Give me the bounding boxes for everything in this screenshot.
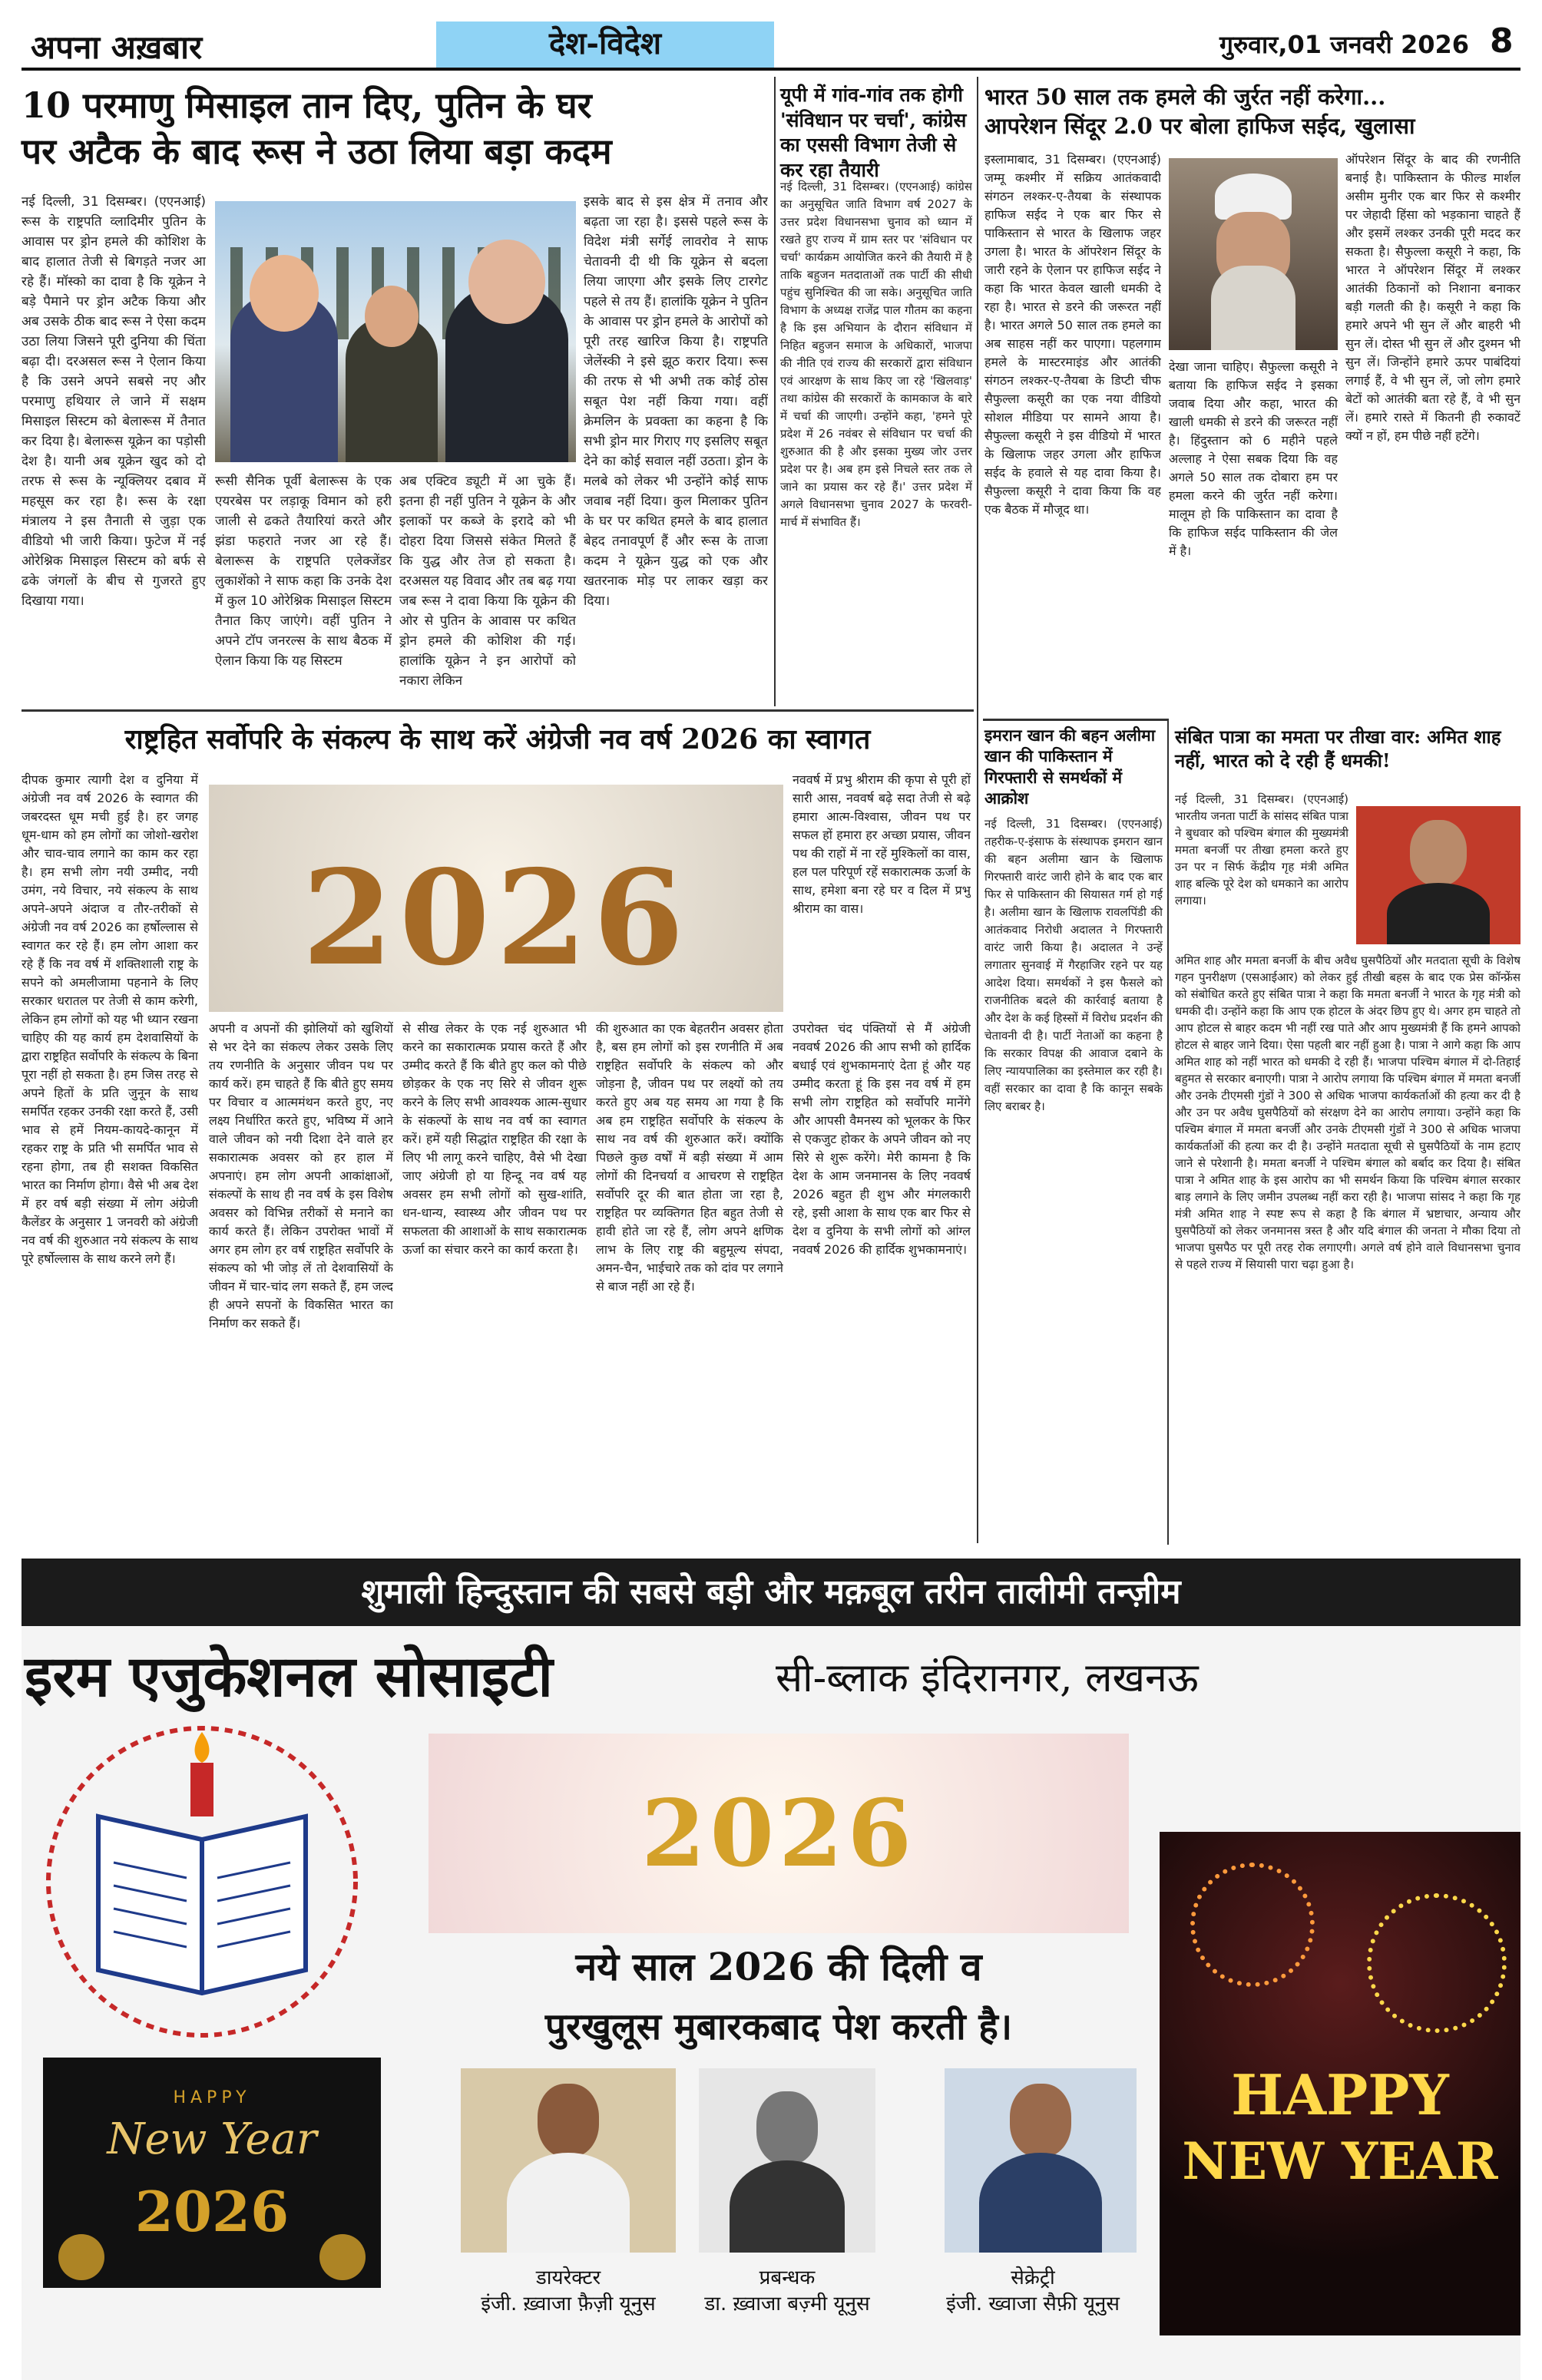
column-divider: [977, 77, 978, 1543]
person-caption-secretary: [906, 2265, 1160, 2317]
story3-photo: [1169, 158, 1338, 350]
new-year-card-left: [43, 2058, 381, 2288]
ad-greeting-line1: नये साल 2026 की दिली व: [575, 1944, 982, 1989]
person-name: इंजी. ख़्वाजा फ़ैज़ी यूनुस: [481, 2292, 656, 2316]
person-photo-director: [461, 2068, 676, 2253]
story1-headline: [22, 83, 766, 175]
person-caption-manager: [660, 2265, 914, 2317]
jacket-shape: [979, 2153, 1102, 2253]
section-rule: [22, 709, 974, 712]
story1-col1: नई दिल्ली, 31 दिसम्बर। (एएनआई) रूस के राष्ट्रपति व्लादिमीर पुतिन के आवास पर ड्रोन हमले की कोशिश के बाद हालात तेजी से बिगड़ते नजर आ रहे हैं। मॉस्को का दावा है कि यूक्रेन ने बड़े पैमाने पर ड्रोन अटैक किया और अब उसके ठीक बाद रूस ने ऐसा कदम उठा लिया जिसने पूरी दुनिया की चिंता बढ़ा दी। दरअसल रूस ने ऐलान किया है कि उसने अपने सबसे नए और परमाणु हथियार ले जाने में सक्षम मिसाइल सिस्टम को बेलारूस में तैनात कर दिया है। बेलारूस यूक्रेन का पड़ोसी देश है। यानी अब यूक्रेन खुद को दो तरफ से रूस के न्यूक्लियर दबाव में महसूस कर रहा है। रूस के रक्षा मंत्रालय ने इस तैनाती से जुड़ा एक वीडियो भी जारी किया। फुटेज में नई ओरेश्निक मिसाइल सिस्टम को बर्फ से ढके जंगलों के बीच से गुजरते हुए दिखाया गया।: [22, 194, 206, 609]
story3-col2: देखा जाना चाहिए। सैफुल्ला कसूरी ने बताया कि हाफिज सईद ने इसका जवाब दिया और कहा, भारत की खाली धमकी से डरने की जरूरत नहीं है। हिंदुस्तान को 6 महीने पहले अल्लाह ने ऐसा सबक दिया कि वह अगले 50 साल तक दोबारा हम पर हमला करने की जुर्रत नहीं करेगा। मालूम हो कि पाकिस्तान का दावा है कि हाफिज सईद पाकिस्तान की जेल में है।: [1169, 359, 1338, 558]
person-role: डायरेक्टर: [535, 2266, 601, 2289]
card-new-year-text: New Year: [107, 2114, 317, 2164]
story2-body: नई दिल्ली, 31 दिसम्बर। (एएनआई) कांग्रेस का अनुसूचित जाति विभाग वर्ष 2027 के उत्तर प्रदेश विधानसभा चुनाव को ध्यान में रखते हुए राज्य में ग्राम स्तर पर 'संविधान पर चर्चा' कार्यक्रम आयोजित करने की तैयारी में है ताकि बहुजन मतदाताओं तक पार्टी की सीधी पहुंच सुनिश्चित की जा सके। अनुसूचित जाति विभाग के अध्यक्ष राजेंद्र पाल गौतम का कहना है कि इस अभियान के दौरान संविधान में निहित बहुजन समाज के अधिकारों, भाजपा की नीति एवं राज्य की सरकारों द्वारा संविधान एवं आरक्षण के साथ किए जा रहे 'खिलवाड़' तथा कांग्रेस की सरकारों के कामकाज के बारे में चर्चा की जाएगी। उन्होंने कहा, 'हमने पूरे प्रदेश में 26 नवंबर से संविधान पर चर्चा की शुरुआत की है और इसका मुख्य जोर उत्तर प्रदेश पर है। अब हम इसे निचले स्तर तक ले जाने का प्रयास कर रहे हैं।' उत्तर प्रदेश में अगले विधानसभा चुनाव 2027 के फरवरी-मार्च में संभावित हैं।: [780, 180, 972, 529]
story6-col-c: से सीख लेकर के एक नई शुरुआत भी करने का सकारात्मक प्रयास करते हैं और उम्मीद करते हैं कि बीते हुए कल को पीछे छोड़कर के एक नए सिरे से जीवन शुरू करने के लिए सभी आवश्यक आत्म-सुधार के संकल्पों के साथ नव वर्ष का स्वागत करें। हमें यही सिद्धांत राष्ट्रहित की रक्षा के लिए भी लागू करने चाहिए, वैसे भी देखा जाए अंग्रेजी हो या हिन्दू नव वर्ष यह अवसर हम सभी लोगों को सुख-शांति, धन-धान्य, स्वास्थ्य और जीवन पथ पर सफलता की आशाओं के साथ सकारात्मक ऊर्जा का संचार करने का कार्य करता है।: [402, 1021, 587, 1257]
book-logo-icon: [37, 1717, 367, 2047]
leader-face: [365, 286, 419, 347]
person-name: डा. ख़्वाजा बज़्मी यूनुस: [704, 2292, 870, 2316]
ad-banner: शुमाली हिन्दुस्तान की सबसे बड़ी और मक़बूल तरीन तालीमी तन्ज़ीम: [22, 1559, 1520, 1626]
gold-2026-text: 2026: [641, 1780, 916, 1888]
section-rule: [983, 719, 1167, 721]
firework-shape: [1367, 1893, 1507, 2033]
jacket-shape: [730, 2160, 845, 2253]
story2-headline: यूपी में गांव-गांव तक होगी 'संविधान पर चर्चा', कांग्रेस का एससी विभाग तेजी से कर रहा तैयारी: [780, 84, 967, 181]
story6-col-a: दीपक कुमार त्यागी देश व दुनिया में अंग्रेजी नव वर्ष 2026 के स्वागत की जबरदस्त धूम मची हुई है। हर जगह धूम-धाम को हम लोगों का जोशो-खरोश और चाव-चाव लगाने का काम कर रहा है। हम सभी लोग नयी उम्मीद, नयी उमंग, नये विचार, नये संकल्प के साथ अपने-अपने अंदाज व तौर-तरीकों से अंग्रेजी नव वर्ष 2026 का हर्षोल्लास से स्वागत कर रहे हैं। हम लोग आशा कर रहे हैं कि नव वर्ष में शक्तिशाली राष्ट्र के सपने को अमलीजामा पहनाने के लिए सरकार धरातल पर तेजी से काम करेगी, लेकिन हम लोगों को यह भी ध्यान रखना चाहिए की यह कार्य हम देशवासियों के द्वारा राष्ट्रहित सर्वोपरि के संकल्प के बिना पूरा नहीं हो सकता है। हम जिस तरह से अपने हितों के प्रति जुनून के साथ समर्पित रहकर उनकी रक्षा करते हैं, उसी भाव से हमें नियम-कायदे-कानून में रहकर राष्ट्र के प्रति भी समर्पित भाव से रहना होगा, तब ही सशक्त विकसित भारत का निर्माण होगा। वैसे भी अब देश में हर वर्ष बड़ी संख्या में लोग अंग्रेजी कैलेंडर के अनुसार 1 जनवरी को अंग्रेजी नव वर्ष की शुरुआत नये संकल्प के साथ पूरे हर्षोल्लास के साथ करने लगे हैं।: [22, 772, 198, 1266]
story5-body: अमित शाह और ममता बनर्जी के बीच अवैध घुसपैठियों और मतदाता सूची के विशेष गहन पुनरीक्षण (एसआईआर) को लेकर हुई तीखी बहस के बाद एक प्रेस कॉन्फ्रेंस को संबोधित करते हुए संबित पात्रा ने कहा कि ममता बनर्जी ने भारत के गृह मंत्री को धमकी दी। उन्होंने कहा कि आप एक होटल के अंदर छिप हुए थे। अगर हम चाहते तो आप होटल से बाहर कदम भी नहीं रख पाते और आप मुख्यमंत्री हैं कि हमने आपको होटल से बाहर जाने दिया। ऐसा पहली बार नहीं हुआ है। पात्रा ने आगे कहा कि आप अमित शाह को नहीं भारत को धमकी दे रही हैं। भाजपा पश्चिम बंगाल में दो-तिहाई बहुमत से सरकार बनाएगी। पात्रा ने आरोप लगाया कि पश्चिम बंगाल में ममता बनर्जी और उनके टीएमसी गुंडों ने 300 से अधिक भाजपा कार्यकर्ताओं की हत्या कर दी है और उन पर अवैध घुसपैठियों को संरक्षण देने का आरोप लगाया। उन्होंने कहा कि पश्चिम बंगाल में ममता बनर्जी और उनके टीएमसी गुंडों ने 300 से अधिक भाजपा कार्यकर्ताओं की हत्या कर दी है। उन्होंने मतदाता सूची से घुसपैठियों के नाम हटाए जाने से परेशानी है। ममता बनर्जी ने पश्चिम बंगाल को बर्बाद कर दिया है। संबित पात्रा ने अमित शाह के इस आरोप का भी समर्थन किया कि पश्चिम बंगाल सरकार बाड़ लगाने के लिए जमीन उपलब्ध नहीं करा रही है। भाजपा सांसद ने कहा कि गृह मंत्री अमित शाह ने स्पष्ट रूप से कहा है कि बंगाल में भ्रष्टाचार, अन्याय और घुसपैठियों को लेकर जनमानस त्रस्त है और यदि बंगाल की जनता ने मौका दिया तो भाजपा घुसपैठ पर पूरी तरह रोक लगाएगी। अगले वर्ष होने वाले विधानसभा चुनाव से पहले राज्य में सियासी पारा चढ़ा हुआ है।: [1175, 954, 1520, 1271]
paper-name: अपना अख़बार: [31, 28, 203, 66]
card-happy-text: HAPPY: [173, 2088, 251, 2107]
leader-face: [468, 240, 545, 324]
person-role: प्रबन्धक: [759, 2266, 816, 2289]
new-year-card-right: [1160, 1832, 1520, 2335]
face-shape: [756, 2091, 818, 2165]
face-shape: [1010, 2084, 1071, 2157]
story5-intro: नई दिल्ली, 31 दिसम्बर। (एएनआई) भारतीय जनता पार्टी के सांसद संबित पात्रा ने बुधवार को पश्चिम बंगाल की मुख्यमंत्री ममता बनर्जी पर तीखा हमला करते हुए उन पर न सिर्फ केंद्रीय गृह मंत्री अमित शाह बल्कि पूरे देश को धमकाने का आरोप लगाया।: [1175, 792, 1348, 907]
story1-below-photo-a: रूसी सैनिक पूर्वी बेलारूस के एक एयरबेस पर लड़ाकू विमान को हरी जाली से ढकते तैयारियां करते और झंडा फहराते नजर आ रहे हैं। बेलारूस के राष्ट्रपति एलेक्जेंडर लुकाशेंको ने साफ कहा कि उनके देश में कुल 10 ओरेश्निक मिसाइल सिस्टम तैनात किए जाएंगे। वहीं पुतिन ने अपने टॉप जनरल्स के साथ बैठक में ऐलान किया कि यह सिस्टम: [215, 474, 392, 669]
story5-headline: संबित पात्रा का ममता पर तीखा वार: अमित शाह नहीं, भारत को दे रही हैं धमकी!: [1175, 726, 1501, 772]
story6-col-b: अपनी व अपनों की झोलियों को खुशियों से भर देने का संकल्प लेकर उसके लिए तय रणनीति के अनुसार जीवन पथ पर कार्य करें। हम चाहते हैं कि बीते हुए समय पर विचार व आत्ममंथन करते हुए, नए लक्ष्य निर्धारित करते हुए, भविष्य में आने वाले जीवन को नयी दिशा देने वाले हर सकारात्मक अवसर को हर हाल में अपनाएं। हम लोग अपनी आकांक्षाओं, संकल्पों के साथ ही नव वर्ष के इस विशेष अवसर को विभिन्न तरीकों से मनाने का कार्य करते हैं। लेकिन उपरोक्त भावों में अगर हम लोग हर वर्ष राष्ट्रहित सर्वोपरि के संकल्प को भी जोड़ लें तो देशवासियों के जीवन में चार-चांद लग सकते हैं, हम जल्द ही अपने सपनों के विकसित भारत का निर्माण कर सकते हैं।: [209, 1021, 393, 1330]
firework-shape: [1190, 1863, 1315, 1987]
person-name: इंजी. ख्वाजा सैफ़ी यूनुस: [946, 2292, 1120, 2316]
page-number: 8: [1490, 21, 1514, 61]
story3-col3: ऑपरेशन सिंदूर के बाद की रणनीति बनाई है। पाकिस्तान के फील्ड मार्शल असीम मुनीर एक बार फिर से कश्मीर पर जेहादी हिंसा को भड़काना चाहते हैं और इसमें लश्कर उनकी पूरी मदद कर सकता है। सैफुल्ला कसूरी ने कहा, कि भारत ने ऑपरेशन सिंदूर में लश्कर आतंकी ठिकानों को निशाना बनाकर बड़ी गलती की है। कसूरी ने कहा कि हमारे अपने भी सुन लें और बाहरी भी सुन लें। दोस्त भी सुन लें और दुश्मन भी सुन लें। जिन्होंने हमारे ऊपर पाबंदियां लगाई हैं, वे भी सुन लें, जो लोग हमारे बेटों को आतंकी बता रहे हैं, वे भी सुन लें। हमारे रास्ते में कितनी ही रुकावटें क्यों न हों, हम पीछे नहीं हटेंगे।: [1345, 152, 1520, 443]
balloon-shape: [58, 2234, 104, 2280]
face-shape: [538, 2084, 599, 2157]
year-2026-wooden-text: 2026: [302, 841, 690, 995]
story1-headline-line2: पर अटैक के बाद रूस ने उठा लिया बड़ा कदम: [22, 130, 612, 172]
story1-below-photo-b: अब एक्टिव ड्यूटी में आ चुके हैं। इतना ही नहीं पुतिन ने यूक्रेन के और इलाकों पर कब्जे के इरादे को भी दोहरा दिया जिससे संकेत मिलते हैं कि युद्ध और तेज हो सकता है। दरअसल यह विवाद और तब बढ़ गया जब रूस ने दावा किया कि यूक्रेन की ओर से पुतिन के आवास पर कथित ड्रोन हमले की कोशिश की गई। हालांकि यूक्रेन ने इन आरोपों को नकारा लेकिन: [399, 474, 576, 689]
balloon-shape: [319, 2234, 366, 2280]
society-logo: [37, 1717, 367, 2047]
story1-headline-line1: 10 परमाणु मिसाइल तान दिए, पुतिन के घर: [22, 84, 592, 126]
issue-date: गुरुवार,01 जनवरी 2026: [1219, 30, 1470, 59]
story6-headline: राष्ट्रहित सर्वोपरि के संकल्प के साथ करें अंग्रेजी नव वर्ष 2026 का स्वागत: [124, 723, 871, 755]
face-shape: [1410, 820, 1467, 886]
story6-photo: [209, 785, 783, 1012]
story6-col-e-top: नववर्ष में प्रभु श्रीराम की कृपा से पूरी हों सारी आस, नववर्ष बढ़े सदा तेजी से बढ़े हमारा आत्म-विश्वास, जीवन पथ पर सफल हों हमारा हर अच्छा प्रयास, जीवन पथ की राहों में ना रहें मुश्किलों का वास, हल पल परिपूर्ण रहें सकारात्मक ऊर्जा के साथ, हमेशा बना रहे घर व दिल में प्रभु श्रीराम का वास।: [793, 772, 971, 916]
card-happy-text: HAPPY: [1231, 2062, 1449, 2127]
story1-photo: [215, 201, 576, 462]
column-divider: [774, 77, 776, 706]
ad-org-address: सी-ब्लाक इंदिरानगर, लखनऊ: [776, 1655, 1199, 1701]
story3-headline: [984, 83, 1522, 140]
card-new-year-text: NEW YEAR: [1182, 2131, 1498, 2191]
section-label: देश-विदेश: [436, 21, 774, 68]
story5-photo: [1356, 806, 1520, 944]
story3-col1: इस्लामाबाद, 31 दिसम्बर। (एएनआई) जम्मू कश्मीर में सक्रिय आतंकवादी संगठन लश्कर-ए-तैयबा के संस्थापक हाफिज सईद ने एक बार फिर से पाकिस्तान से भारत के खिलाफ जहर उगला है। भारत के ऑपरेशन सिंदूर के जारी रहने के ऐलान पर हाफिज सईद ने कहा कि भारत केवल खाली धमकी दे रहा है। भारत से डरने की जरूरत नहीं है। भारत अगले 50 साल तक हमले का अब साहस नहीं कर पाएगा। पहलगाम हमले के मास्टरमाइंड और आतंकी संगठन लश्कर-ए-तैयबा के डिप्टी चीफ सैफुल्ला कसूरी का एक नया वीडियो सोशल मीडिया पर सामने आया है। सैफुल्ला कसूरी ने इस वीडियो में भारत के खिलाफ जहर उगला और हाफिज सईद के हवाले से यह दावा किया है। सैफुल्ला कसूरी ने दावा किया कि वह एक बैठक में मौजूद था।: [984, 152, 1161, 517]
column-divider: [1167, 719, 1169, 1545]
ad-greeting-line2: पुरखुलूस मुबारकबाद पेश करती है।: [544, 2005, 1013, 2048]
story6-col-d: की शुरुआत का एक बेहतरीन अवसर होता है, बस हम लोगों को इस रणनीति में अब राष्ट्रहित सर्वोपरि के संकल्प को और जोड़ना है, जीवन पथ पर लक्ष्यों को तय करते हुए अब यह समय आ गया है कि अब हम राष्ट्रहित सर्वोपरि के संकल्प के साथ नव वर्ष की शुरुआत करें। क्योंकि पिछले कुछ वर्षों में बड़ी संख्या में आम लोगों की दिनचर्या व आचरण से राष्ट्रहित सर्वोपरि दूर की बात होता जा रहा है, राष्ट्रहित पर व्यक्तिगत हित बहुत तेजी से हावी होते जा रहे हैं, लोग अपने क्षणिक लाभ के लिए राष्ट्र की बहुमूल्य संपदा, अमन-चैन, भाईचारे तक को दांव पर लगाने से बाज नहीं आ रहे हैं।: [596, 1021, 783, 1294]
story1-col2: इसके बाद से इस क्षेत्र में तनाव और बढ़ता जा रहा है। इससे पहले रूस के विदेश मंत्री सर्गेई लावरोव ने साफ चेतावनी दी थी कि यूक्रेन से बदला लिया जाएगा और इसके लिए टारगेट पहले से तय हैं। हालांकि यूक्रेन ने पुतिन के आवास पर ड्रोन हमले के आरोपों को पूरी तरह खारिज किया है। राष्ट्रपति जेलेंस्की ने इसे झूठ करार दिया। रूस की तरफ से भी अभी तक कोई ठोस सबूत पेश नहीं किया गया। वहीं क्रेमलिन के प्रवक्ता का कहना है कि सभी ड्रोन मार गिराए गए इसलिए सबूत देने का कोई सवाल नहीं उठता। ड्रोन के मलबे को लेकर भी उन्होंने कोई साफ जवाब नहीं दिया। कुल मिलाकर पुतिन के घर पर कथित हमले के बाद हालात बेहद तनावपूर्ण हैं और रूस के ताजा कदम ने यूक्रेन युद्ध को एक और खतरनाक मोड़ पर लाकर खड़ा कर दिया।: [584, 194, 768, 609]
person-role: सेक्रेट्री: [1011, 2266, 1055, 2289]
story4-body: नई दिल्ली, 31 दिसम्बर। (एएनआई) तहरीक-ए-इंसाफ के संस्थापक इमरान खान की बहन अलीमा खान के खिलाफ गिरफ्तारी वारंट जारी होने के बाद एक बार फिर से पाकिस्तान की सियासत गर्म हो गई है। अलीमा खान के खिलाफ रावलपिंडी की आतंकवाद निरोधी अदालत ने गिरफ्तारी वारंट जारी किया है। अदालत ने उन्हें लगातार सुनवाई में गैरहाजिर रहने पर यह आदेश दिया। समर्थकों ने इस फैसले को राजनीतिक बदले की कार्रवाई बताया है और देश के कई हिस्सों में विरोध प्रदर्शन की चेतावनी दी है। पार्टी नेताओं का कहना है कि सरकार विपक्ष की आवाज दबाने के लिए न्यायपालिका का इस्तेमाल कर रही है। वहीं सरकार का दावा है कि कानून सबके लिए बराबर है।: [984, 817, 1163, 1113]
beard-shape: [1211, 266, 1295, 350]
card-year-text: 2026: [134, 2179, 290, 2244]
person-photo-manager: [699, 2068, 875, 2253]
story4-headline: इमरान खान की बहन अलीमा खान की पाकिस्तान में गिरफ्तारी से समर्थकों में आक्रोश: [984, 726, 1156, 808]
shirt-shape: [507, 2153, 630, 2253]
ad-org-name: इरम एजुकेशनल सोसाइटी: [25, 1644, 553, 1710]
person-photo-secretary: [945, 2068, 1137, 2253]
jacket-shape: [1387, 883, 1490, 944]
story6-col-e: उपरोक्त चंद पंक्तियों से मैं अंग्रेजी नववर्ष 2026 की आप सभी को हार्दिक बधाई एवं शुभकामनाएं देता हूं और यह उम्मीद करता हूं कि इस नव वर्ष में हम सभी लोग राष्ट्रहित को सर्वोपरि मानेंगे और आपसी वैमनस्य को भूलकर के फिर से एकजुट होकर के अपने जीवन को नए सिरे से शुरू करेंगे। मेरी कामना है कि देश के आम जनमानस के लिए नववर्ष 2026 बहुत ही शुभ और मंगलकारी रहे, इसी आशा के साथ एक बार फिर से देश व दुनिया के सभी लोगों को आंग्ल नववर्ष 2026 की हार्दिक शुभकामनाएं।: [793, 1021, 971, 1257]
ad-center-image: [429, 1734, 1129, 1933]
story3-headline-line2: आपरेशन सिंदूर 2.0 पर बोला हाफिज सईद, खुलासा: [984, 112, 1415, 139]
leader-face: [250, 255, 319, 332]
story3-headline-line1: भारत 50 साल तक हमले की जुर्रत नहीं करेगा...: [984, 84, 1386, 110]
masthead: [22, 21, 1520, 71]
